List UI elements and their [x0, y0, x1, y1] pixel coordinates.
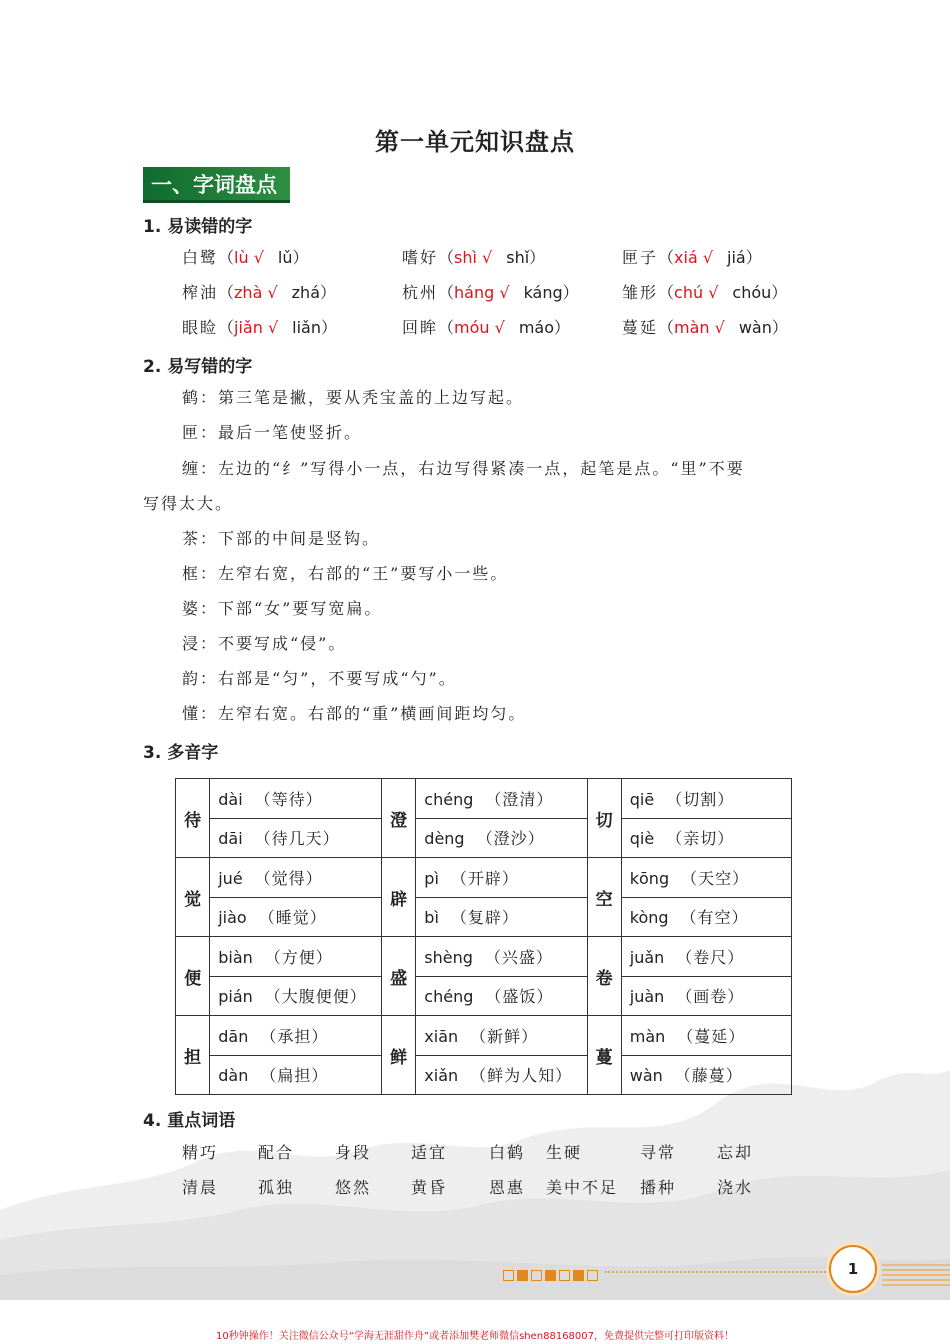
polyphone-row	[176, 897, 792, 937]
key-word: 白鹤	[489, 1143, 526, 1162]
heading-key-words: 4. 重点词语	[143, 1111, 236, 1131]
polyphone-table	[175, 778, 792, 1095]
wrong-pinyin: zhá	[291, 283, 320, 302]
reading-example: （觉得）	[254, 868, 323, 888]
reading-pinyin: dāi	[218, 829, 243, 849]
polyphone-row	[176, 1055, 792, 1095]
reading-pinyin: juǎn	[629, 947, 665, 967]
key-word: 孤独	[258, 1178, 295, 1197]
polyphone-reading	[210, 897, 382, 937]
key-word: 身段	[335, 1143, 372, 1162]
polyphone-row	[176, 937, 792, 977]
reading-example: （蔓延）	[677, 1026, 746, 1046]
reading-pinyin: dàn	[218, 1066, 249, 1086]
writing-tip: 匣：最后一笔使竖折。	[182, 423, 363, 442]
pinyin-item: 榨油（zhà √ zhá）	[182, 283, 337, 302]
reading-example: （有空）	[680, 908, 749, 928]
correct-pinyin: zhà √	[234, 283, 278, 302]
key-word: 清晨	[182, 1178, 219, 1197]
pinyin-word: 蔓延	[622, 318, 659, 337]
polyphone-reading	[416, 1016, 587, 1056]
polyphone-reading	[210, 818, 382, 858]
reading-example: （方便）	[264, 947, 333, 967]
pinyin-word: 匣子	[622, 248, 659, 267]
polyphone-reading	[621, 818, 791, 858]
pinyin-word: 榨油	[182, 283, 219, 302]
pinyin-word: 眼睑	[182, 318, 219, 337]
pinyin-word: 回眸	[402, 318, 439, 337]
polyphone-row	[176, 976, 792, 1016]
polyphone-reading	[416, 937, 587, 977]
reading-pinyin: dài	[218, 789, 243, 809]
polyphone-char: 觉	[176, 858, 210, 937]
reading-example: （鲜为人知）	[470, 1066, 573, 1086]
key-word: 悠然	[335, 1178, 372, 1197]
polyphone-reading	[210, 1055, 382, 1095]
polyphone-row	[176, 1016, 792, 1056]
section-heading-vocabulary: 一、字词盘点	[143, 167, 290, 203]
reading-pinyin: biàn	[218, 947, 253, 967]
promo-banner-text: 10秒钟操作！关注微信公众号“学海无涯甜作舟”或者添加樊老师微信shen88168007，免费提供完整可打印版资料！	[215, 1331, 735, 1342]
polyphone-row	[176, 858, 792, 898]
pinyin-item: 嗜好（shì √ shǐ）	[402, 248, 546, 267]
polyphone-char: 待	[176, 779, 210, 858]
polyphone-char: 鲜	[382, 1016, 416, 1095]
polyphone-reading	[210, 779, 382, 819]
key-word: 配合	[258, 1143, 295, 1162]
polyphone-char: 澄	[382, 779, 416, 858]
reading-example: （扁担）	[260, 1066, 329, 1086]
page-title: 第一单元知识盘点	[375, 127, 575, 156]
correct-pinyin: móu √	[454, 318, 505, 337]
writing-tip: 懂：左窄右宽。右部的“重”横画间距均匀。	[182, 704, 527, 723]
polyphone-reading	[621, 976, 791, 1016]
polyphone-reading	[416, 779, 587, 819]
reading-pinyin: pián	[218, 987, 253, 1007]
key-word: 浇水	[717, 1178, 754, 1197]
polyphone-reading	[621, 1016, 791, 1056]
reading-pinyin: wàn	[629, 1066, 663, 1086]
polyphone-char: 蔓	[587, 1016, 621, 1095]
footer-dotted-line	[605, 1271, 830, 1273]
writing-tip: 鹤：第三笔是撇，要从秃宝盖的上边写起。	[182, 388, 525, 407]
reading-pinyin: xiǎn	[424, 1066, 459, 1086]
polyphone-reading	[621, 937, 791, 977]
polyphone-reading	[621, 1055, 791, 1095]
reading-pinyin: qiè	[629, 829, 655, 849]
writing-tip: 缠：左边的“纟”写得小一点，右边写得紧凑一点，起笔是点。“里”不要	[182, 459, 745, 478]
page-number: 1	[829, 1245, 877, 1293]
reading-pinyin: bì	[424, 908, 439, 928]
polyphone-char: 切	[587, 779, 621, 858]
reading-example: （澄清）	[485, 789, 554, 809]
polyphone-reading	[416, 1055, 587, 1095]
polyphone-row	[176, 779, 792, 819]
reading-example: （切割）	[666, 789, 735, 809]
polyphone-reading	[621, 897, 791, 937]
pinyin-item: 白鹭（lù √ lǔ）	[182, 248, 309, 267]
reading-pinyin: dān	[218, 1026, 249, 1046]
writing-tip: 婆：下部“女”要写宽扁。	[182, 599, 383, 618]
pinyin-item: 匣子（xiá √ jiá）	[622, 248, 762, 267]
polyphone-char: 辟	[382, 858, 416, 937]
reading-pinyin: chéng	[424, 987, 474, 1007]
correct-pinyin: shì √	[454, 248, 493, 267]
key-word: 美中不足	[546, 1178, 619, 1197]
polyphone-char: 卷	[587, 937, 621, 1016]
key-word: 播种	[640, 1178, 677, 1197]
reading-pinyin: dèng	[424, 829, 465, 849]
reading-example: （等待）	[254, 789, 323, 809]
pinyin-item: 杭州（háng √ káng）	[402, 283, 579, 302]
reading-example: （天空）	[681, 868, 750, 888]
polyphone-char: 担	[176, 1016, 210, 1095]
pinyin-word: 杭州	[402, 283, 439, 302]
polyphone-reading	[210, 937, 382, 977]
key-word: 适宜	[411, 1143, 448, 1162]
reading-example: （藤蔓）	[674, 1066, 743, 1086]
reading-example: （亲切）	[666, 829, 735, 849]
polyphone-reading	[621, 858, 791, 898]
polyphone-reading	[416, 976, 587, 1016]
reading-pinyin: shèng	[424, 947, 473, 967]
polyphone-char: 空	[587, 858, 621, 937]
reading-example: （睡觉）	[258, 908, 327, 928]
correct-pinyin: xiá √	[674, 248, 714, 267]
reading-example: （澄沙）	[476, 829, 545, 849]
correct-pinyin: jiǎn √	[234, 318, 279, 337]
polyphone-reading	[621, 779, 791, 819]
reading-example: （承担）	[260, 1026, 329, 1046]
wrong-pinyin: shǐ	[506, 248, 530, 267]
reading-pinyin: juàn	[629, 987, 665, 1007]
polyphone-char: 便	[176, 937, 210, 1016]
pinyin-item: 蔓延（màn √ wàn）	[622, 318, 788, 337]
key-word: 黄昏	[411, 1178, 448, 1197]
reading-example: （画卷）	[676, 987, 745, 1007]
reading-pinyin: jiào	[218, 908, 247, 928]
polyphone-char: 盛	[382, 937, 416, 1016]
reading-example: （开辟）	[450, 868, 519, 888]
wrong-pinyin: wàn	[738, 318, 772, 337]
wrong-pinyin: liǎn	[292, 318, 321, 337]
polyphone-reading	[210, 858, 382, 898]
wrong-pinyin: jiá	[727, 248, 746, 267]
wrong-pinyin: lǔ	[277, 248, 293, 267]
key-word: 寻常	[640, 1143, 677, 1162]
heading-easy-misread: 1. 易读错的字	[143, 217, 253, 237]
reading-example: （新鲜）	[470, 1026, 539, 1046]
correct-pinyin: chú √	[674, 283, 719, 302]
reading-pinyin: jué	[218, 868, 243, 888]
writing-tip: 写得太大。	[143, 494, 234, 513]
reading-example: （复辟）	[450, 908, 519, 928]
heading-easy-miswrite: 2. 易写错的字	[143, 357, 253, 377]
footer-square-decoration	[503, 1265, 601, 1279]
wrong-pinyin: máo	[518, 318, 555, 337]
pinyin-item: 眼睑（jiǎn √ liǎn）	[182, 318, 338, 337]
polyphone-reading	[416, 858, 587, 898]
wrong-pinyin: chóu	[732, 283, 772, 302]
polyphone-row	[176, 818, 792, 858]
writing-tip: 框：左窄右宽，右部的“王”要写小一些。	[182, 564, 509, 583]
reading-pinyin: chéng	[424, 789, 474, 809]
pinyin-item: 回眸（móu √ máo）	[402, 318, 571, 337]
wrong-pinyin: káng	[523, 283, 563, 302]
key-word: 忘却	[717, 1143, 754, 1162]
reading-pinyin: qiē	[629, 789, 655, 809]
key-word: 生硬	[546, 1143, 583, 1162]
heading-polyphones: 3. 多音字	[143, 743, 219, 763]
reading-pinyin: kòng	[629, 908, 669, 928]
polyphone-reading	[210, 1016, 382, 1056]
writing-tip: 韵：右部是“匀”，不要写成“勺”。	[182, 669, 457, 688]
writing-tip: 茶：下部的中间是竖钩。	[182, 529, 381, 548]
correct-pinyin: màn √	[674, 318, 725, 337]
key-word: 恩惠	[489, 1178, 526, 1197]
pinyin-item: 雏形（chú √ chóu）	[622, 283, 788, 302]
writing-tip: 浸：不要写成“侵”。	[182, 634, 347, 653]
correct-pinyin: háng √	[454, 283, 510, 302]
pinyin-word: 白鹭	[182, 248, 219, 267]
reading-pinyin: màn	[629, 1026, 666, 1046]
reading-pinyin: pì	[424, 868, 439, 888]
key-word: 精巧	[182, 1143, 219, 1162]
polyphone-reading	[416, 897, 587, 937]
correct-pinyin: lù √	[234, 248, 264, 267]
reading-example: （卷尺）	[676, 947, 745, 967]
pinyin-word: 嗜好	[402, 248, 439, 267]
reading-pinyin: xiān	[424, 1026, 459, 1046]
polyphone-reading	[210, 976, 382, 1016]
reading-example: （盛饭）	[485, 987, 554, 1007]
footer-stripes	[882, 1262, 950, 1286]
reading-example: （大腹便便）	[264, 987, 367, 1007]
reading-pinyin: kōng	[629, 868, 670, 888]
polyphone-reading	[416, 818, 587, 858]
pinyin-word: 雏形	[622, 283, 659, 302]
reading-example: （兴盛）	[484, 947, 553, 967]
reading-example: （待几天）	[254, 829, 340, 849]
